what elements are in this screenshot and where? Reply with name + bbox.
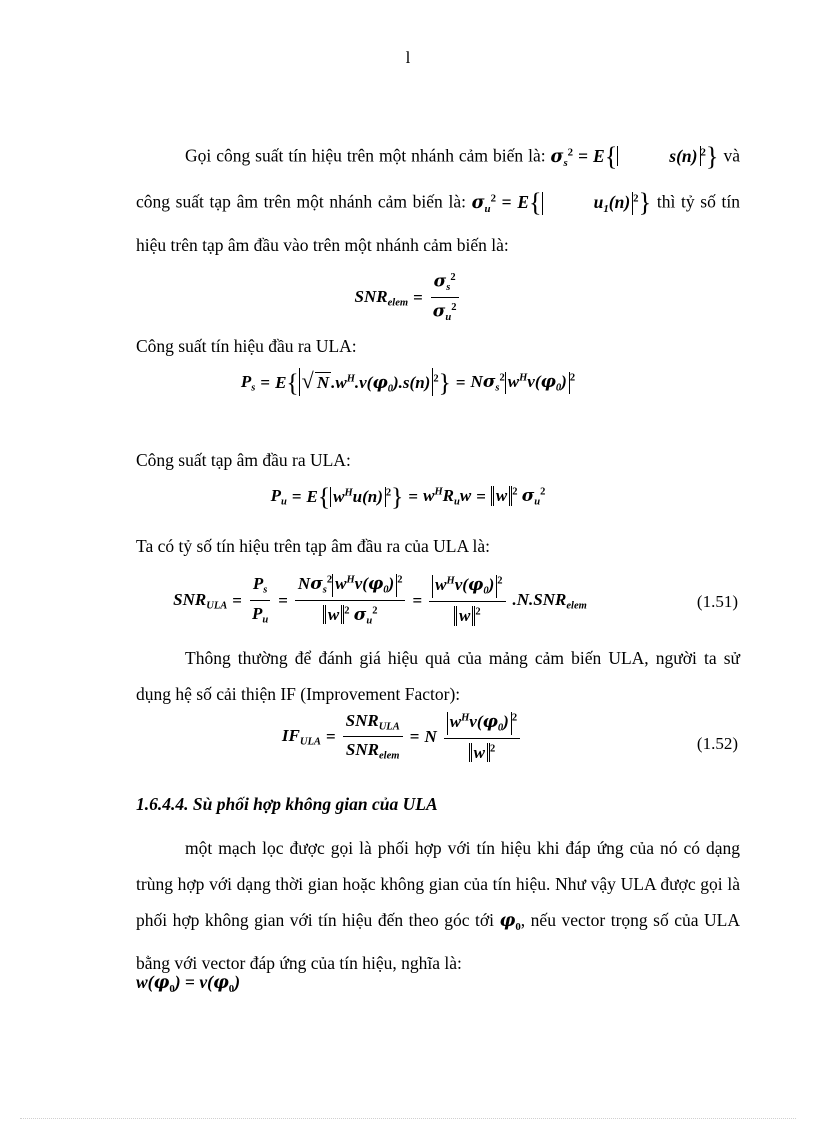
section-heading: 1.6.4.4. Sù phối hợp không gian của ULA: [136, 794, 438, 814]
equation-matched-weight: $w(\varphi_0) = v(\varphi_0)$: [136, 972, 241, 995]
label-snr-output: Ta có tỷ số tín hiệu trên tạp âm đầu ra của ULA là:: [136, 536, 491, 556]
equation-pu: $P_u$ = E{ $w^Hu(n)$ $^2$} = $w^HR_uw$ = w $^2$ $\sigma_u^2$: [270, 482, 546, 511]
page-number: l: [405, 48, 411, 67]
paragraph-signal-power: [136, 134, 740, 263]
paragraph-spatial-matching: [136, 830, 740, 981]
equation-snr-elem: $SNR_{elem}$ = $\frac{\sigma_s^2}{\sigma_u^2}$: [0, 272, 816, 323]
text-p1b: và công suất tạp âm trên một nhánh cảm biến là:: [136, 145, 741, 212]
footer-divider: [20, 1118, 796, 1119]
formula-sigma-s: $\sigma_s^2 = E${ s(n) $^2$}: [550, 141, 719, 171]
equation-if-ula: $IF_{ULA}$ = $\frac{SNR_{ULA}}{SNR_{elem}}$ = N $\frac{w^Hv(\varphi_0) ^2}{w ^2}$: [0, 712, 810, 763]
text-p3a: một mạch lọc được gọi là phối hợp với tín hiệu khi đáp ứng của nó có dạng trùng hợp với dạng thời gian hoặc không gian của tín hiệu. Như vậy ULA được gọi là phối hợp không gian với tín hiệu đến theo góc tới: [136, 838, 740, 930]
equation-snr-ula: $SNR_{ULA}$ = $\frac{P_s}{P_u}$ = $\frac{N\sigma_s^2 w^Hv(\varphi_0) ^2}{w ^2 \sigma_u^2}$ = $\frac{w^Hv(\varphi_0) ^2}{w ^2}$ $.N.SNR_{elem}$: [173, 574, 587, 627]
equation-number-1-52: (1.52): [696, 734, 738, 753]
equation-number-1-51: (1.51): [696, 592, 738, 611]
formula-sigma-u: $\sigma_u^2 = E${ $u_1(n)$ $^2$}: [471, 187, 652, 217]
formula-phi0: $\varphi_0$: [499, 911, 521, 933]
text-p1c: thì tỷ số tín hiệu trên tạp âm đầu vào trên một nhánh cảm biến là:: [136, 191, 740, 255]
paragraph-improvement-factor: Thông thường để đánh giá hiệu quả của mảng cảm biến ULA, người ta sử dụng hệ số cải thiện IF (Improvement Factor):: [136, 648, 740, 704]
label-output-noise-power: Công suất tạp âm đầu ra ULA:: [136, 450, 351, 470]
text-p1a: Gọi công suất tín hiệu trên một nhánh cảm biến là:: [185, 145, 551, 166]
equation-ps: $P_s$ = E{ √ N $.w^H.v(\varphi_0).s(n)$ $^2$} = $N\sigma_s^2$ $w^Hv(\varphi_0)$ $^2$: [240, 368, 576, 398]
label-output-signal-power: Công suất tín hiệu đầu ra ULA:: [136, 336, 357, 356]
text-p3b: , nếu vector trọng số của ULA bằng với vector đáp ứng của tín hiệu, nghĩa là:: [136, 910, 741, 973]
